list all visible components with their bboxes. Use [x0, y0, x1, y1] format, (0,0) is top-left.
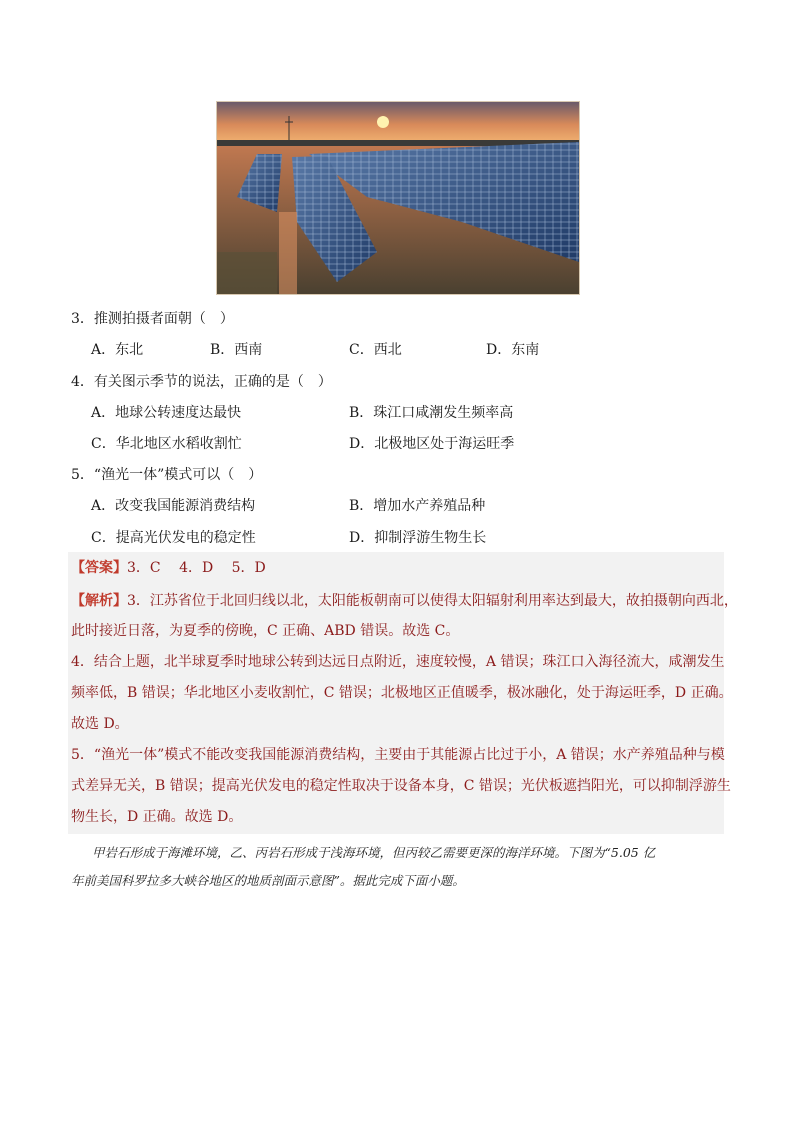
question-3-option-d: D．东南	[486, 342, 540, 358]
question-5-option-d: D．抑制浮游生物生长	[349, 530, 487, 546]
analysis-line-3: 4．结合上题，北半球夏季时地球公转到达远日点附近，速度较慢，A 错误；珠江口入海径流大，咸潮发生	[71, 654, 725, 670]
solar-panel-image	[217, 102, 579, 294]
question-3-option-b: B．西南	[210, 342, 263, 358]
question-4-stem: 4．有关图示季节的说法，正确的是（ ）	[71, 374, 332, 390]
analysis-line-6: 5．“渔光一体”模式不能改变我国能源消费结构，主要由于其能源占比过于小，A 错误；水产养殖品种与模	[71, 747, 725, 763]
intro-line-2: 年前美国科罗拉多大峡谷地区的地质剖面示意图”。据此完成下面小题。	[71, 873, 465, 888]
analysis-line-2: 此时接近日落，为夏季的傍晚，C 正确、ABD 错误。故选 C。	[71, 623, 460, 639]
question-3-stem: 3．推测拍摄者面朝（ ）	[71, 311, 234, 327]
solar-farm-photo	[216, 101, 580, 295]
question-4-option-d: D．北极地区处于海运旺季	[349, 436, 515, 452]
analysis-line-4: 频率低，B 错误；华北地区小麦收割忙，C 错误；北极地区正值暖季，极冰融化，处于海运旺季，D 正确。	[71, 685, 733, 701]
intro-line-1: 甲岩石形成于海滩环境，乙、丙岩石形成于浅海环境，但丙较乙需要更深的海洋环境。下图为“5.05 亿	[92, 845, 656, 860]
question-5-option-b: B．增加水产养殖品种	[349, 498, 486, 514]
question-4-option-b: B．珠江口咸潮发生频率高	[349, 405, 514, 421]
analysis-tag: 【解析】	[71, 593, 127, 609]
answer-text: 3．C 4．D 5．D	[127, 560, 266, 576]
question-5-stem: 5．“渔光一体”模式可以（ ）	[71, 467, 263, 483]
question-5-option-a: A．改变我国能源消费结构	[91, 498, 256, 514]
analysis-line-7: 式差异无关，B 错误；提高光伏发电的稳定性取决于设备本身，C 错误；光伏板遮挡阳光，可以抑制浮游生	[71, 778, 731, 794]
question-4-option-a: A．地球公转速度达最快	[91, 405, 242, 421]
answer-line	[71, 558, 266, 578]
analysis-text-1: 3．江苏省位于北回归线以北，太阳能板朝南可以使得太阳辐射利用率达到最大，故拍摄朝向西北，	[127, 593, 738, 609]
analysis-line-5: 故选 D。	[71, 716, 129, 732]
question-3-option-a: A．东北	[91, 342, 144, 358]
analysis-line-1	[71, 591, 738, 611]
answer-tag: 【答案】	[71, 560, 127, 576]
question-5-option-c: C．提高光伏发电的稳定性	[91, 530, 256, 546]
question-3-option-c: C．西北	[349, 342, 402, 358]
question-4-option-c: C．华北地区水稻收割忙	[91, 436, 242, 452]
analysis-line-8: 物生长，D 正确。故选 D。	[71, 809, 243, 825]
